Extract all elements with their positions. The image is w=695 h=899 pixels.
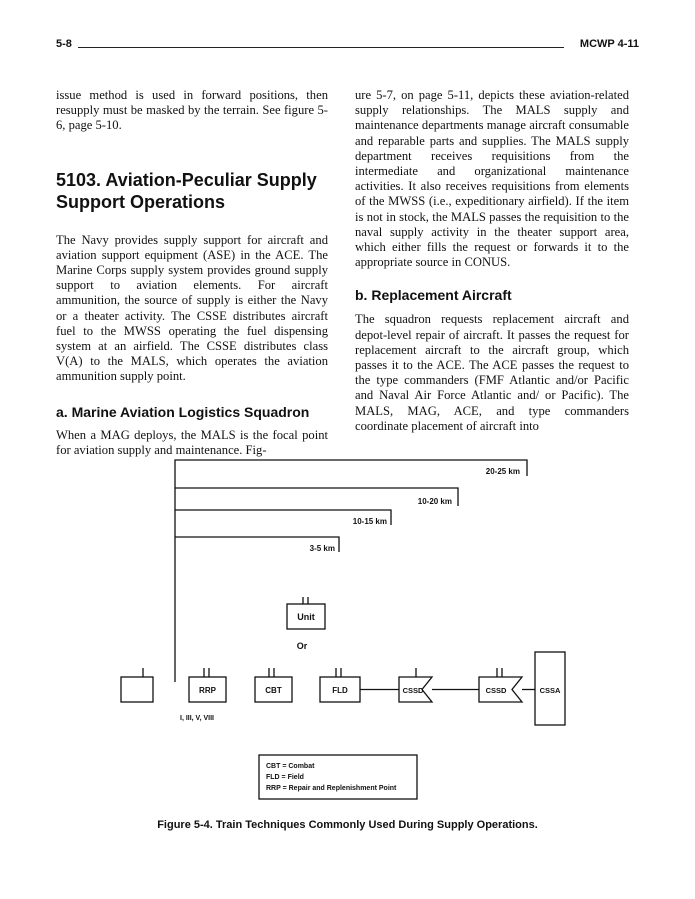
cbt-label: CBT <box>265 686 282 695</box>
fld-label: FLD <box>332 686 348 695</box>
intro-paragraph: issue method is used in forward positions, then resupply must be masked by the terrain. See figure 5-6, page 5-10. <box>56 88 328 133</box>
figure-caption: Figure 5-4. Train Techniques Commonly Used During Supply Operations. <box>157 819 538 831</box>
cbt-echelon-mark <box>269 668 274 677</box>
distance-label-10-20: 10-20 km <box>417 497 452 506</box>
section-heading: 5103. Aviation-Peculiar Supply Support Operations <box>56 169 317 212</box>
bracket-20-25-km <box>175 460 527 682</box>
bracket-10-20-km <box>175 488 458 506</box>
unit-echelon-mark <box>303 597 308 604</box>
rrp-label: RRP <box>199 686 216 695</box>
cssa-label: CSSA <box>539 686 561 695</box>
subsection-a-paragraph: When a MAG deploys, the MALS is the focal point for aviation supply and maintenance. Fig- <box>56 427 328 457</box>
continued-paragraph: ure 5-7, on page 5-11, depicts these aviation-related supply relationships. The MALS supply and maintenance departments manage aircraft consumable and reparable parts and supplies. The MALS supply department receives requisitions from the intermediate and organizational maintenance activities. It also receives requisitions from elements of the MWSS (i.e., expeditionary airfield). If the item is not in stock, the MALS passes the requisition to the naval supply activity in the theater support area, which either fills the request or forwards it to the appropriate source in CONUS. <box>355 88 629 270</box>
publication-id: MCWP 4-11 <box>579 38 639 50</box>
cssd-2-label: CSSD <box>485 686 507 695</box>
legend-entry-fld: FLD = Field <box>266 774 304 781</box>
cssd-1-label: CSSD <box>402 686 424 695</box>
subsection-a-heading: a. Marine Aviation Logistics Squadron <box>56 403 310 420</box>
rrp-echelon-mark <box>204 668 209 677</box>
distance-label-20-25: 20-25 km <box>485 467 520 476</box>
distance-label-3-5: 3-5 km <box>309 544 335 553</box>
section-paragraph: The Navy provides supply support for aircraft and aviation support equipment (ASE) in the ACE. The Marine Corps supply system provides ground supply support to aviation elements. For aircraft ammunition, the source of supply is either the Navy or a theater activity. The CSSE distributes aircraft fuel to the MWSS operating the fuel dispensing system at an airfield. The CSSE distributes class V(A) to the MALS, which operates the aviation ammunition supply point. <box>56 232 328 384</box>
unit-label: Unit <box>297 612 315 622</box>
front-unit-box <box>121 677 153 702</box>
subsection-b-heading: b. Replacement Aircraft <box>355 287 512 304</box>
page-number: 5-8 <box>56 38 72 50</box>
fld-echelon-mark <box>336 668 341 677</box>
legend-entry-rrp: RRP = Repair and Replenishment Point <box>266 785 397 792</box>
or-label: Or <box>296 641 308 651</box>
subsection-b-paragraph: The squadron requests replacement aircraft and depot-level repair of aircraft. It passes the request for replacement aircraft to the aircraft group, which passes it to the ACE. The ACE passes the request to the type commanders (FMF Atlantic and/or Pacific and Naval Air Force Atlantic and/ or Pacific). The MALS, MAG, ACE, and type commanders coordinate placement of aircraft into <box>355 312 629 433</box>
distance-label-10-15: 10-15 km <box>352 517 387 526</box>
cssd-2-echelon-mark <box>497 668 502 677</box>
classes-label: I, III, V, VIII <box>180 715 214 722</box>
legend-entry-cbt: CBT = Combat <box>266 763 315 770</box>
